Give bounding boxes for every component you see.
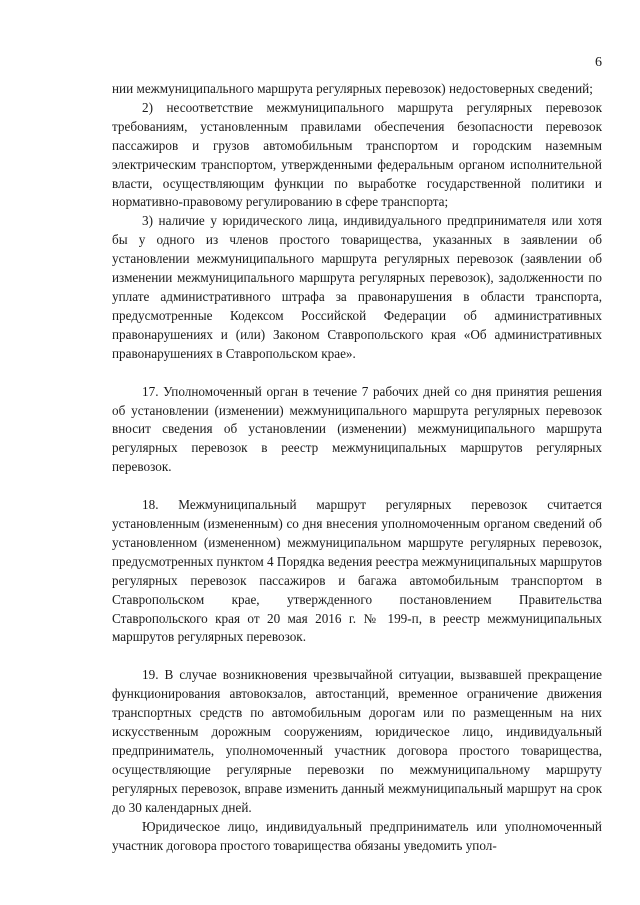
paragraph-item-2: 2) несоответствие межмуниципального маршрута регулярных перевозок требованиям, установленным правилами обеспечения безопасности перевозок пассажиров и грузов автомобильным транспортом и городским наземным электрическим транспортом, утвержденными федеральным органом исполнительной власти, осуществляющим функции по выработке государственной политики и нормативно-правовому регулированию в сфере транспорта; [112, 99, 602, 210]
paragraph-19: 19. В случае возникновения чрезвычайной ситуации, вызвавшей прекращение функционирования автовокзалов, автостанций, временное ограничение движения транспортных средств по автомобильным дорогам или по размещенным на них искусственным дорожным сооружениям, юридическое лицо, индивидуальный предприниматель, уполномоченный участник договора простого товарищества, осуществляющие регулярные перевозки по межмуниципальному маршруту регулярных перевозок, вправе изменить данный межмуниципальный маршрут на срок до 30 календарных дней. [112, 667, 602, 815]
paragraph-18: 18. Межмуниципальный маршрут регулярных перевозок считается установленным (измененным) со дня внесения уполномоченным органом сведений об установленном (измененном) межмуниципальном маршруте регулярных перевозок, предусмотренных пунктом 4 Порядка ведения реестра межмуниципальных маршрутов регулярных перевозок пассажиров и багажа автомобильным транспортом в Ставропольском крае, утвержденного постановлением Правительства Ставропольского края от 20 мая 2016 г. № 199-п, в реестр межмуниципальных маршрутов регулярных перевозок. [112, 497, 602, 645]
page-number: 6 [595, 55, 602, 70]
paragraph-19-continuation: Юридическое лицо, индивидуальный предприниматель или уполномоченный участник договора простого товарищества обязаны уведомить упол- [112, 818, 602, 853]
paragraph-continuation: нии межмуниципального маршрута регулярных перевозок) недостоверных сведений; [112, 81, 593, 96]
paragraph-17: 17. Уполномоченный орган в течение 7 рабочих дней со дня принятия решения об установлении (изменении) межмуниципального маршрута регулярных перевозок вносит сведения об установлении (изменении) межмуниципального маршрута регулярных перевозок в реестр межмуниципальных маршрутов регулярных перевозок. [112, 383, 602, 475]
paragraph-item-3: 3) наличие у юридического лица, индивидуального предпринимателя или хотя бы у одного из членов простого товарищества, указанных в заявлении об установлении межмуниципального маршрута регулярных перевозок (заявлении об изменении межмуниципального маршрута регулярных перевозок), задолженности по уплате административного штрафа за правонарушения в области транспорта, предусмотренные Кодексом Российской Федерации об административных правонарушениях и (или) Законом Ставропольского края «Об административных правонарушениях в Ставропольском крае». [112, 213, 602, 361]
document-body [112, 80, 602, 855]
